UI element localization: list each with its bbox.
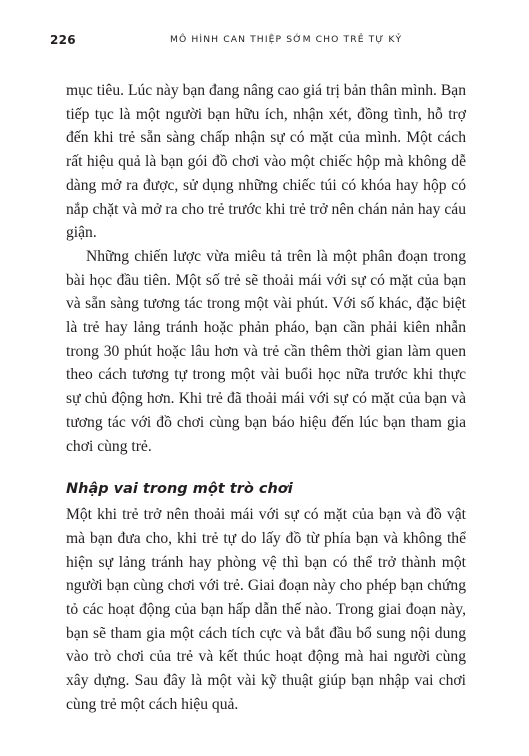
paragraph-strategies: Những chiến lược vừa miêu tả trên là một phân đoạn trong bài học đầu tiên. Một số trẻ sẽ thoải mái với sự có mặt của bạn và sẵn sàng tương tác trong một vài phút. Với số khác, đặc biệt là trẻ hay lảng tránh hoặc phản pháo, bạn cần phải kiên nhẫn trong 30 phút hoặc lâu hơn và trẻ cần thêm thời gian làm quen theo cách tương tự trong một vài buổi học nữa trước khi thực sự chủ động hơn. Khi trẻ đã thoải mái với sự có mặt của bạn và tương tác với đồ chơi cùng bạn báo hiệu đến lúc bạn tham gia chơi cùng trẻ.: [66, 247, 466, 455]
section-heading: Nhập vai trong một trò chơi: [66, 481, 293, 498]
running-title: MÔ HÌNH CAN THIỆP SỚM CHO TRẺ TỰ KỶ: [170, 34, 403, 45]
paragraph-role-play: Một khi trẻ trở nên thoải mái với sự có mặt của bạn và đồ vật mà bạn đưa cho, khi trẻ tự do lấy đồ từ phía bạn và không thể hiện sự lảng tránh hay phòng vệ thì bạn có thể trở thành một người bạn cùng chơi với trẻ. Giai đoạn này cho phép bạn chứng tỏ các hoạt động của bạn hấp dẫn thế nào. Trong giai đoạn này, bạn sẽ tham gia một cách tích cực và bắt đầu bổ sung nội dung vào trò chơi của trẻ và kết thúc hoạt động mà hai người cùng xây dựng. Sau đây là một vài kỹ thuật giúp bạn nhập vai chơi cùng trẻ một cách hiệu quả.: [66, 506, 466, 713]
page-body: [66, 79, 466, 717]
page-number: 226: [50, 33, 76, 47]
paragraph-continued: mục tiêu. Lúc này bạn đang nâng cao giá trị bản thân mình. Bạn tiếp tục là một người bạn hữu ích, nhận xét, đồng tình, hỗ trợ đến khi trẻ sẵn sàng chấp nhận sự có mặt của mình. Một cách rất hiệu quả là bạn gói đồ chơi vào một chiếc hộp mà không dễ dàng mở ra được, sử dụng những chiếc túi có khóa hay hộp có nắp chặt và mở ra cho trẻ trước khi trẻ trở nên chán nản hay cáu giận.: [66, 82, 466, 242]
page-header: [50, 33, 480, 55]
